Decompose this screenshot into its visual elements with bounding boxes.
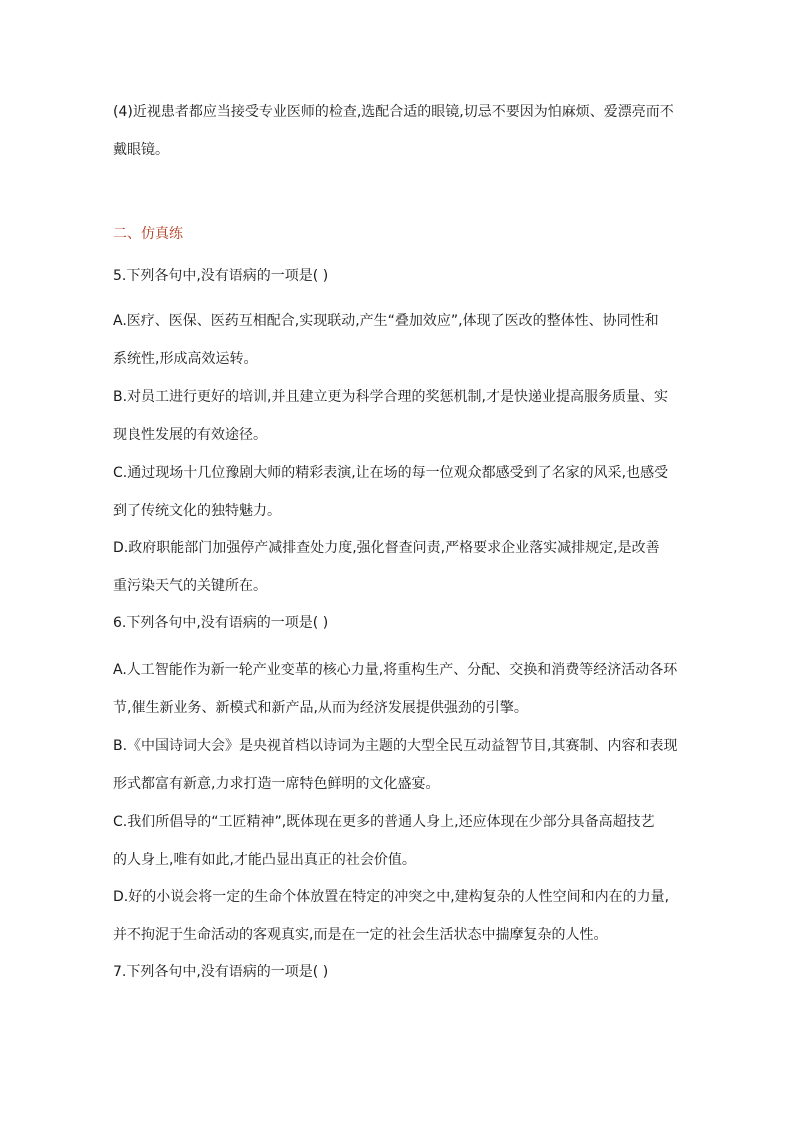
question-6-option-d <box>113 878 688 954</box>
question-7-stem <box>113 953 688 991</box>
option-line: 的人身上,唯有如此,才能凸显出真正的社会价值。 <box>113 852 416 868</box>
note-4-line-1: (4)近视患者都应当接受专业医师的检查,选配合适的眼镜,切忌不要因为怕麻烦、爱漂亮而不 <box>113 104 674 120</box>
option-line: C.我们所倡导的“工匠精神”,既体现在更多的普通人身上,还应体现在少部分具备高超技艺 <box>113 814 655 830</box>
option-line: 系统性,形成高效运转。 <box>113 351 258 367</box>
question-5-option-b <box>113 378 688 454</box>
note-4-paragraph <box>113 93 688 169</box>
option-line: 节,催生新业务、新模式和新产品,从而为经济发展提供强劲的引擎。 <box>113 700 528 716</box>
option-line: B.《中国诗词大会》是央视首档以诗词为主题的大型全民互动益智节目,其赛制、内容和表现 <box>113 738 678 754</box>
option-line: 到了传统文化的独特魅力。 <box>113 503 281 519</box>
question-5-option-a <box>113 302 688 378</box>
option-line: A.医疗、医保、医药互相配合,实现联动,产生“叠加效应”,体现了医改的整体性、协同性和 <box>113 313 659 329</box>
question-6-option-a <box>113 651 688 727</box>
section-heading: 二、仿真练 <box>113 226 183 242</box>
question-5-stem <box>113 257 688 295</box>
question-5-option-d <box>113 529 688 605</box>
question-6-option-b <box>113 727 688 803</box>
option-line: A.人工智能作为新一轮产业变革的核心力量,将重构生产、分配、交换和消费等经济活动各环 <box>113 662 678 678</box>
question-7-stem-text: 7.下列各句中,没有语病的一项是( ) <box>113 964 329 980</box>
question-5-option-c <box>113 454 688 530</box>
option-line: D.政府职能部门加强停产减排查处力度,强化督查问责,严格要求企业落实减排规定,是改善 <box>113 540 660 556</box>
question-6-option-c <box>113 803 688 879</box>
question-6-stem-text: 6.下列各句中,没有语病的一项是( ) <box>113 615 329 631</box>
option-line: D.好的小说会将一定的生命个体放置在特定的冲突之中,建构复杂的人性空间和内在的力量, <box>113 889 670 905</box>
option-line: C.通过现场十几位豫剧大师的精彩表演,让在场的每一位观众都感受到了名家的风采,也感受 <box>113 465 669 481</box>
option-line: 重污染天气的关键所在。 <box>113 578 267 594</box>
note-4-line-2: 戴眼镜。 <box>113 142 169 158</box>
option-line: 并不拘泥于生命活动的客观真实,而是在一定的社会生活状态中揣摩复杂的人性。 <box>113 927 608 943</box>
question-5-stem-text: 5.下列各句中,没有语病的一项是( ) <box>113 268 329 284</box>
option-line: B.对员工进行更好的培训,并且建立更为科学合理的奖惩机制,才是快递业提高服务质量、实 <box>113 389 668 405</box>
question-6-stem <box>113 604 688 642</box>
option-line: 形式都富有新意,力求打造一席特色鲜明的文化盛宴。 <box>113 776 440 792</box>
option-line: 现良性发展的有效途径。 <box>113 427 267 443</box>
